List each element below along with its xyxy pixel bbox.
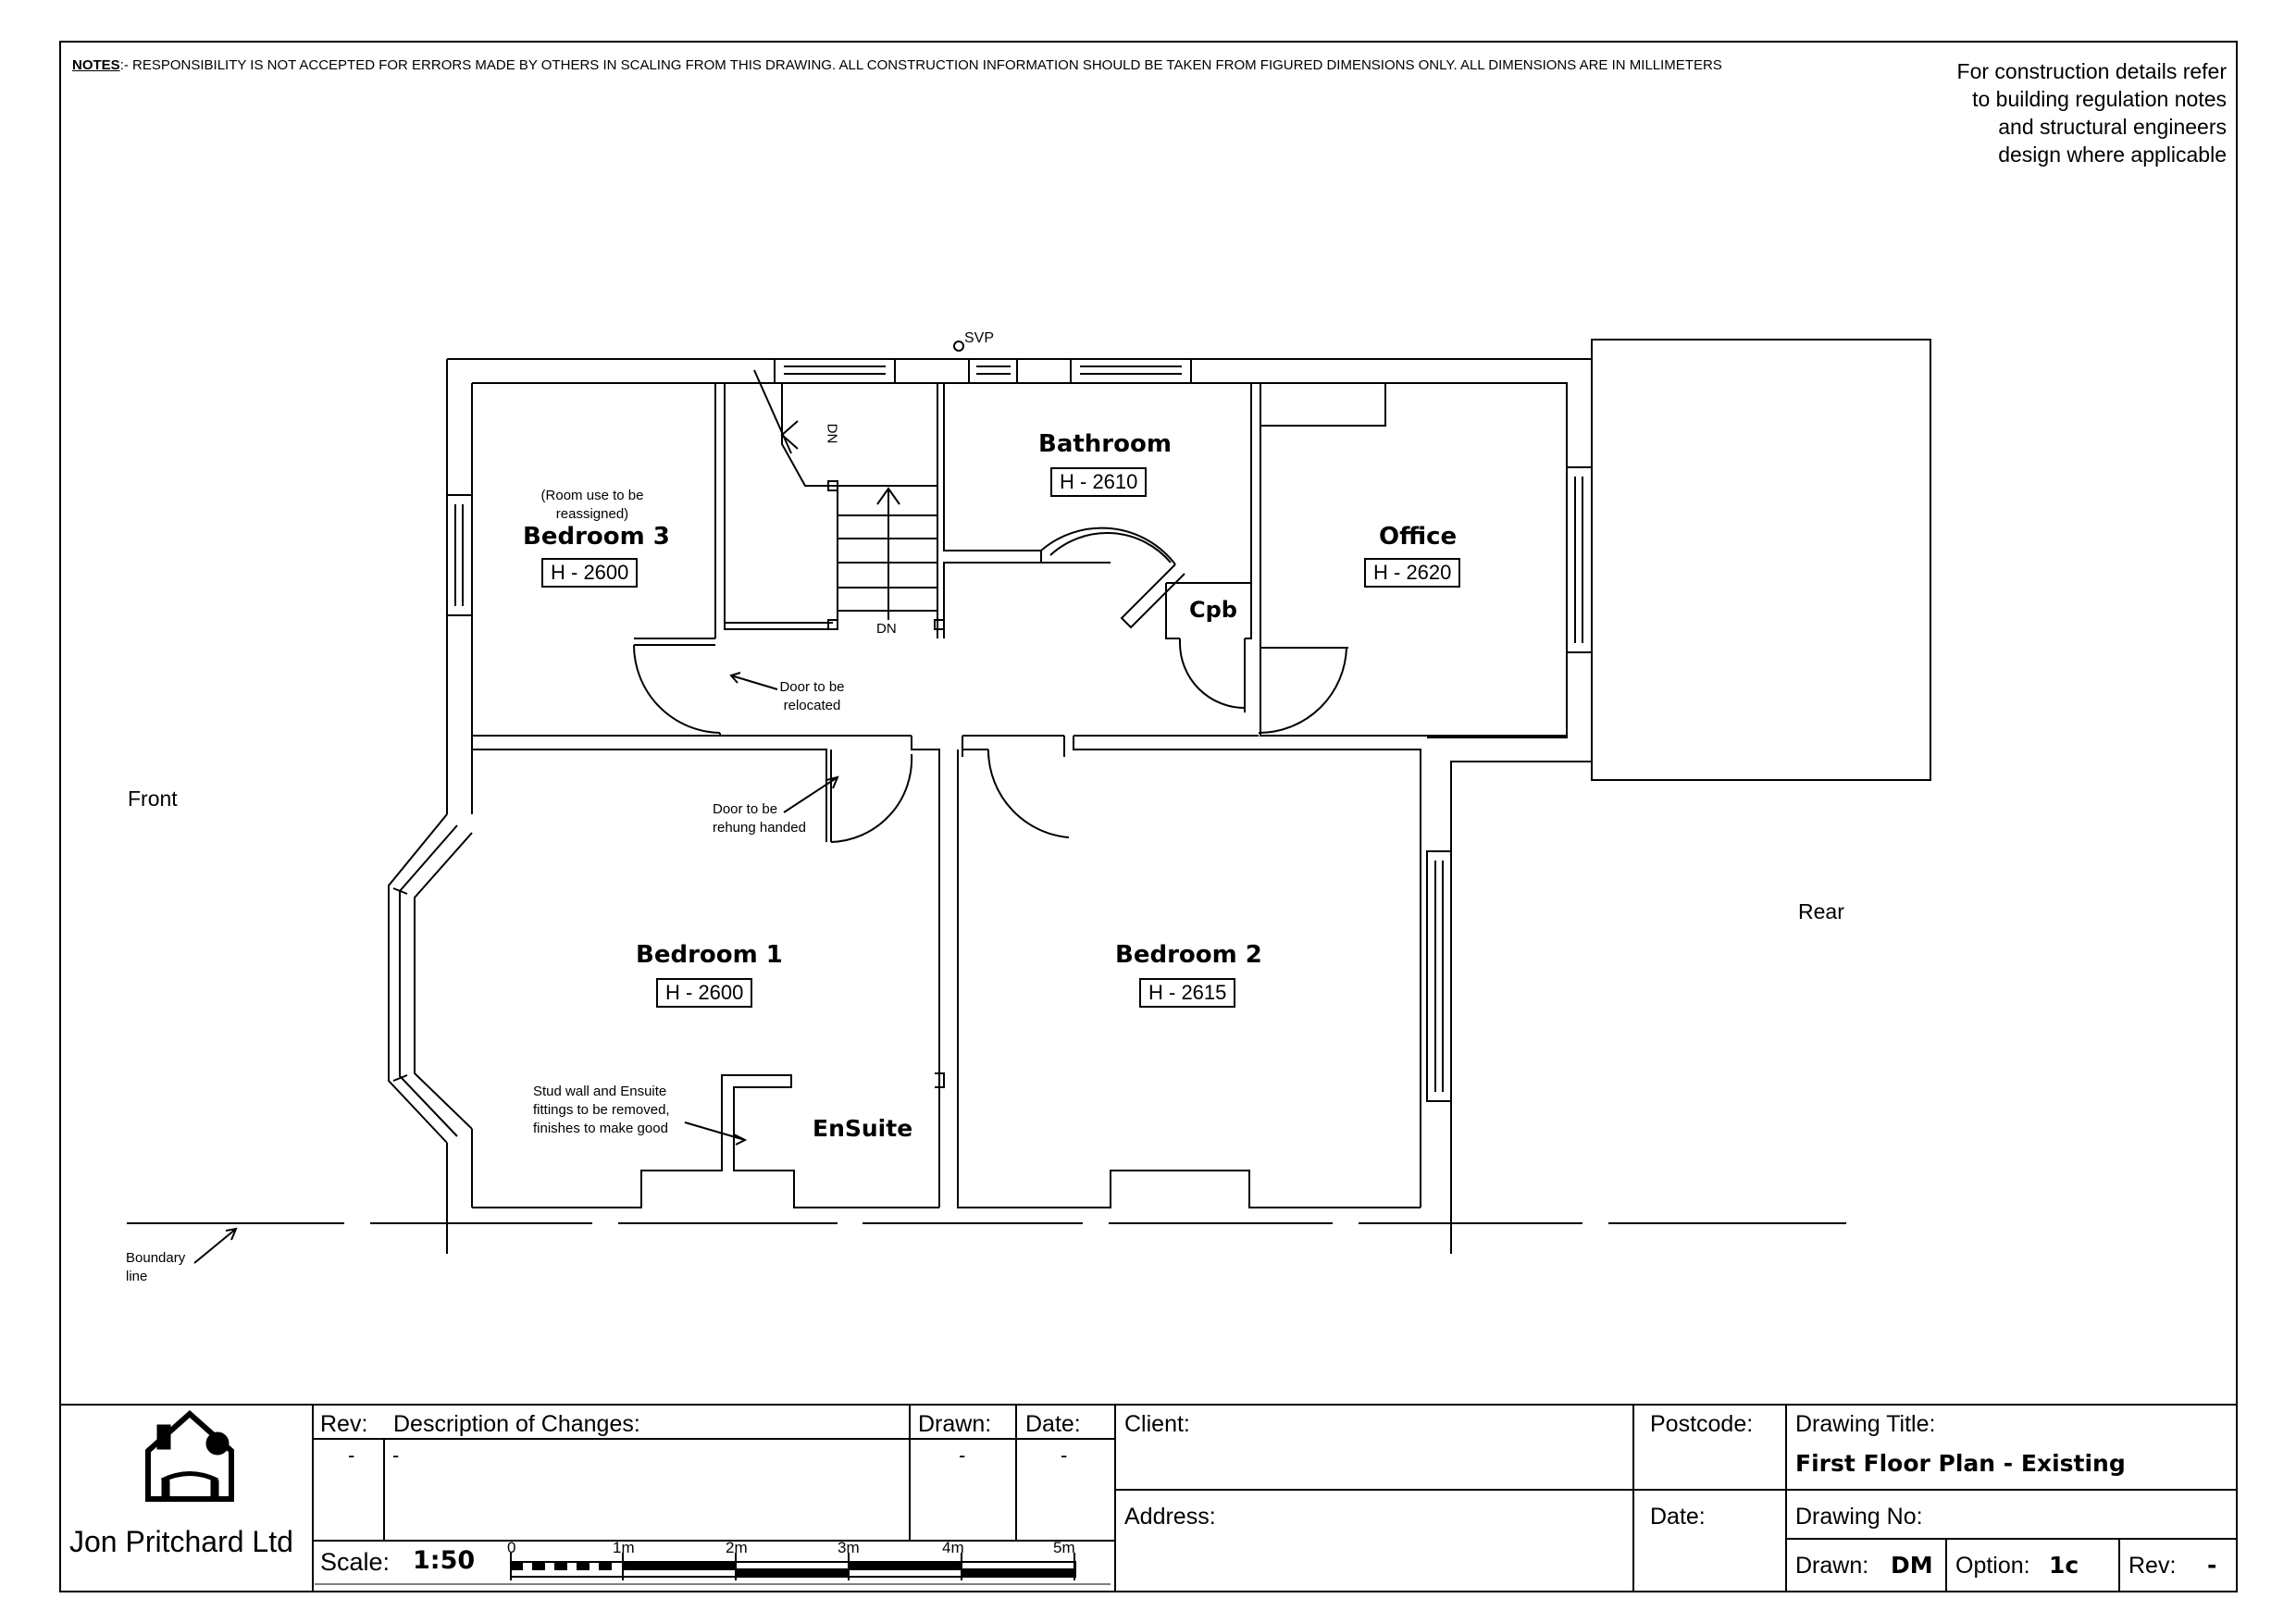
- construction-note-line: to building regulation notes: [1972, 87, 2227, 111]
- rev-header: Rev:: [320, 1411, 368, 1437]
- bedroom1-height: H - 2600: [656, 978, 752, 1008]
- bedroom2-door: [962, 750, 1064, 757]
- office-height: H - 2620: [1364, 558, 1460, 588]
- door-rehung-line: Door to be: [713, 801, 778, 817]
- front-label: Front: [128, 787, 178, 811]
- bathroom-window: [969, 359, 1017, 383]
- door-relocated-note: [759, 678, 865, 715]
- address-label: Address:: [1124, 1504, 1216, 1530]
- scale-label: Scale:: [320, 1548, 391, 1576]
- bedroom3-window: [447, 495, 472, 615]
- notes-text: :- RESPONSIBILITY IS NOT ACCEPTED FOR ERRORS MADE BY OTHERS IN SCALING FROM THIS DRAWING. ALL CONSTRUCTION INFORMATION SHOULD BE TAKEN FROM FIGURED DIMENSIONS ONLY. ALL DIMENSIONS ARE IN MILLIMETERS: [119, 57, 1722, 73]
- option-value: 1c: [2049, 1552, 2079, 1579]
- date-value: -: [1061, 1443, 1068, 1467]
- boundary-label-line: Boundary: [126, 1250, 186, 1266]
- scale-tick-2: 2m: [726, 1539, 748, 1556]
- scale-tick-1: 1m: [613, 1539, 635, 1556]
- bedroom2-door-swing: [988, 751, 1069, 837]
- date-header: Date:: [1025, 1411, 1081, 1437]
- office-door-swing: [1259, 648, 1347, 733]
- rev-label: Rev:: [2128, 1553, 2177, 1579]
- bathroom-door-swing: [1050, 533, 1171, 563]
- scale-tick-4: 4m: [942, 1539, 964, 1556]
- construction-note-line: For construction details refer: [1956, 59, 2227, 83]
- svp-marker: [954, 341, 963, 351]
- scale-tick-5: 5m: [1053, 1539, 1075, 1556]
- drawn-by-value: DM: [1891, 1552, 1933, 1579]
- stud-wall-note: [533, 1083, 670, 1138]
- office-window: [1567, 467, 1592, 652]
- company-logo: [148, 1414, 231, 1499]
- door-relocated-line: Door to be: [779, 679, 845, 695]
- description-value: -: [392, 1443, 400, 1467]
- sheet-border: [60, 42, 2237, 1592]
- boundary-leader: [194, 1229, 236, 1263]
- postcode-label: Postcode:: [1650, 1411, 1754, 1437]
- scale-tick-0: 0: [507, 1539, 516, 1556]
- rev-value: -: [348, 1443, 355, 1467]
- stud-wall-line: finishes to make good: [533, 1121, 668, 1136]
- construction-note-line: and structural engineers: [1998, 115, 2227, 139]
- drawn-by-label: Drawn:: [1795, 1553, 1869, 1579]
- bathroom-window2: [1071, 359, 1191, 383]
- bay-window-outer: [389, 814, 447, 1143]
- bedroom3-door-swing: [634, 645, 720, 733]
- notes-line: [72, 57, 1722, 73]
- drawing-no-label: Drawing No:: [1795, 1504, 1923, 1530]
- front-wall-lower: [447, 1129, 472, 1254]
- stair-dn-top-label: DN: [824, 423, 840, 444]
- office-name: Office: [1379, 523, 1458, 551]
- door-relocated-line: relocated: [783, 698, 841, 713]
- bedroom3-note-line: (Room use to be: [540, 488, 644, 503]
- door-rehung-line: rehung handed: [713, 820, 806, 836]
- construction-note-line: design where applicable: [1998, 142, 2227, 167]
- option-label: Option:: [1955, 1553, 2030, 1579]
- scale-tick-3: 3m: [838, 1539, 860, 1556]
- window-top-stair: [775, 359, 895, 383]
- stair-walls: [725, 383, 1041, 638]
- svp-label: SVP: [964, 330, 995, 346]
- bedroom1-door: [826, 750, 831, 842]
- date-label: Date:: [1650, 1504, 1706, 1530]
- stud-wall-leader: [685, 1122, 745, 1145]
- drawn-value: -: [959, 1443, 966, 1467]
- bedroom1-door-swing: [831, 754, 912, 842]
- bay-window-panes: [393, 825, 457, 1136]
- rear-extension: [1592, 340, 1930, 780]
- boundary-label: [126, 1249, 185, 1286]
- drawn-header: Drawn:: [918, 1411, 992, 1437]
- client-label: Client:: [1124, 1411, 1190, 1437]
- bedroom3-height: H - 2600: [541, 558, 638, 588]
- scale-bar: [511, 1553, 1075, 1580]
- stair-arrow-up: [877, 489, 900, 620]
- ensuite-name: EnSuite: [813, 1115, 913, 1142]
- company-name: Jon Pritchard Ltd: [69, 1525, 293, 1558]
- boundary-label-line: line: [126, 1269, 148, 1284]
- cupboard-name: Cpb: [1189, 597, 1237, 623]
- notes-label: NOTES: [72, 57, 120, 73]
- bedroom1-name: Bedroom 1: [636, 941, 783, 969]
- bedroom3-name: Bedroom 3: [523, 523, 670, 551]
- drawing-title-label: Drawing Title:: [1795, 1411, 1936, 1437]
- bedroom3-note-line: reassigned): [555, 506, 629, 522]
- bedroom2-height: H - 2615: [1139, 978, 1235, 1008]
- bedroom2-window: [1427, 851, 1451, 1101]
- construction-note: [1957, 57, 2227, 168]
- rev-value-2: -: [2207, 1552, 2217, 1579]
- front-wall: [447, 359, 472, 814]
- bathroom-name: Bathroom: [1038, 430, 1172, 458]
- stud-wall-line: fittings to be removed,: [533, 1102, 670, 1118]
- stud-wall-line: Stud wall and Ensuite: [533, 1084, 667, 1099]
- description-header: Description of Changes:: [393, 1411, 640, 1437]
- door-rehung-note: [713, 800, 806, 837]
- stair-dn-bottom-label: DN: [876, 621, 897, 637]
- rear-label: Rear: [1798, 899, 1844, 923]
- bathroom-height: H - 2610: [1050, 467, 1147, 497]
- drawing-title: First Floor Plan - Existing: [1795, 1450, 2126, 1477]
- bedroom2-name: Bedroom 2: [1115, 941, 1262, 969]
- bay-window-inner: [415, 833, 472, 1129]
- cupboard-door-swing: [1180, 643, 1245, 708]
- scale-value: 1:50: [413, 1546, 476, 1575]
- bedroom3-note: [532, 487, 652, 524]
